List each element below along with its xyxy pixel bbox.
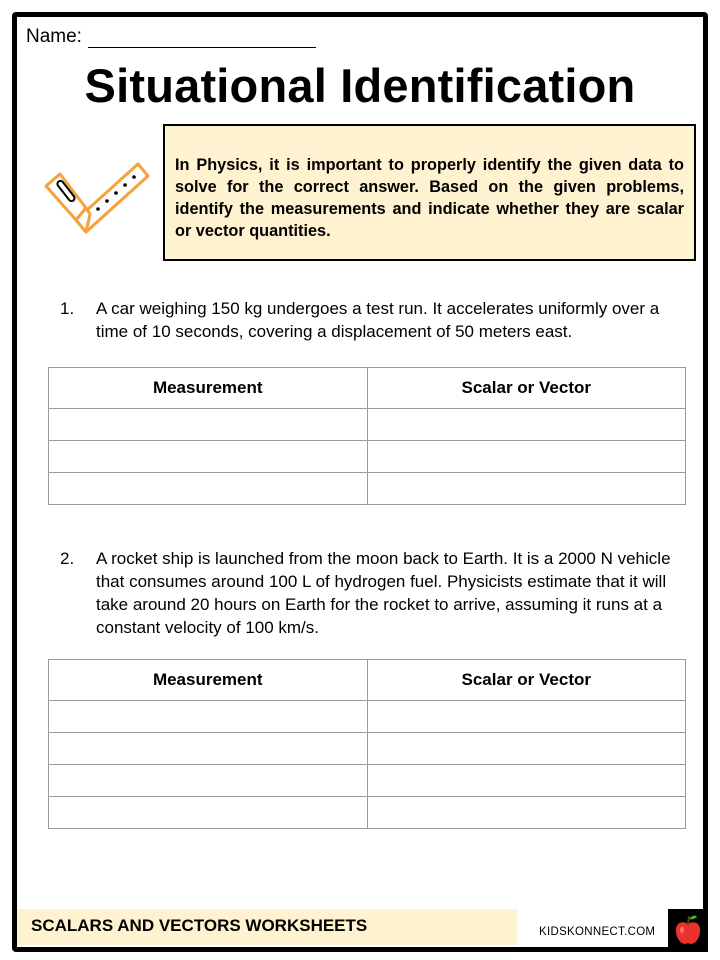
footer-title: SCALARS AND VECTORS WORKSHEETS	[31, 916, 368, 935]
column-header-measurement: Measurement	[49, 368, 368, 409]
scalar-vector-cell[interactable]	[367, 409, 686, 441]
measurement-cell[interactable]	[49, 733, 368, 765]
question-number: 1.	[60, 299, 75, 318]
column-header-scalar-or-vector: Scalar or Vector	[367, 660, 686, 701]
scalar-vector-cell[interactable]	[367, 765, 686, 797]
table-header-row	[49, 660, 686, 701]
column-header-scalar-or-vector: Scalar or Vector	[367, 368, 686, 409]
ruler-icon	[40, 150, 150, 234]
apple-icon	[672, 912, 704, 948]
scalar-vector-cell[interactable]	[367, 473, 686, 505]
table-row	[49, 441, 686, 473]
instructions-box: In Physics, it is important to properly identify the given data to solve for the correct answer. Based on the given problems, identify the measurements and indicate whether they are scalar or vector quantities.	[163, 124, 696, 261]
table-row	[49, 733, 686, 765]
answer-table-2	[48, 659, 686, 829]
table-row	[49, 765, 686, 797]
measurement-cell[interactable]	[49, 797, 368, 829]
measurement-cell[interactable]	[49, 765, 368, 797]
name-label: Name:	[26, 26, 82, 47]
scalar-vector-cell[interactable]	[367, 733, 686, 765]
scalar-vector-cell[interactable]	[367, 701, 686, 733]
measurement-cell[interactable]	[49, 409, 368, 441]
measurement-cell[interactable]	[49, 473, 368, 505]
question-2	[60, 547, 696, 639]
footer-brand: KIDSKONNECT.COM	[539, 926, 656, 938]
page-title: Situational Identification	[84, 59, 636, 112]
name-field	[26, 26, 316, 48]
scalar-vector-cell[interactable]	[367, 797, 686, 829]
table-row	[49, 473, 686, 505]
question-1	[60, 297, 696, 343]
table-row	[49, 797, 686, 829]
measurement-cell[interactable]	[49, 441, 368, 473]
question-number: 2.	[60, 549, 75, 568]
question-text: A rocket ship is launched from the moon back to Earth. It is a 2000 N vehicle that consumes around 100 L of hydrogen fuel. Physicists estimate that it will take around 20 hours on Earth for the rocket to arrive, assuming it runs at a constant velocity of 100 km/s.	[96, 549, 671, 637]
column-header-measurement: Measurement	[49, 660, 368, 701]
table-row	[49, 409, 686, 441]
scalar-vector-cell[interactable]	[367, 441, 686, 473]
name-blank-line[interactable]	[88, 30, 316, 48]
measurement-cell[interactable]	[49, 701, 368, 733]
answer-table-1	[48, 367, 686, 505]
question-text: A car weighing 150 kg undergoes a test run. It accelerates uniformly over a time of 10 seconds, covering a displacement of 50 meters east.	[96, 299, 660, 341]
table-row	[49, 701, 686, 733]
table-header-row	[49, 368, 686, 409]
